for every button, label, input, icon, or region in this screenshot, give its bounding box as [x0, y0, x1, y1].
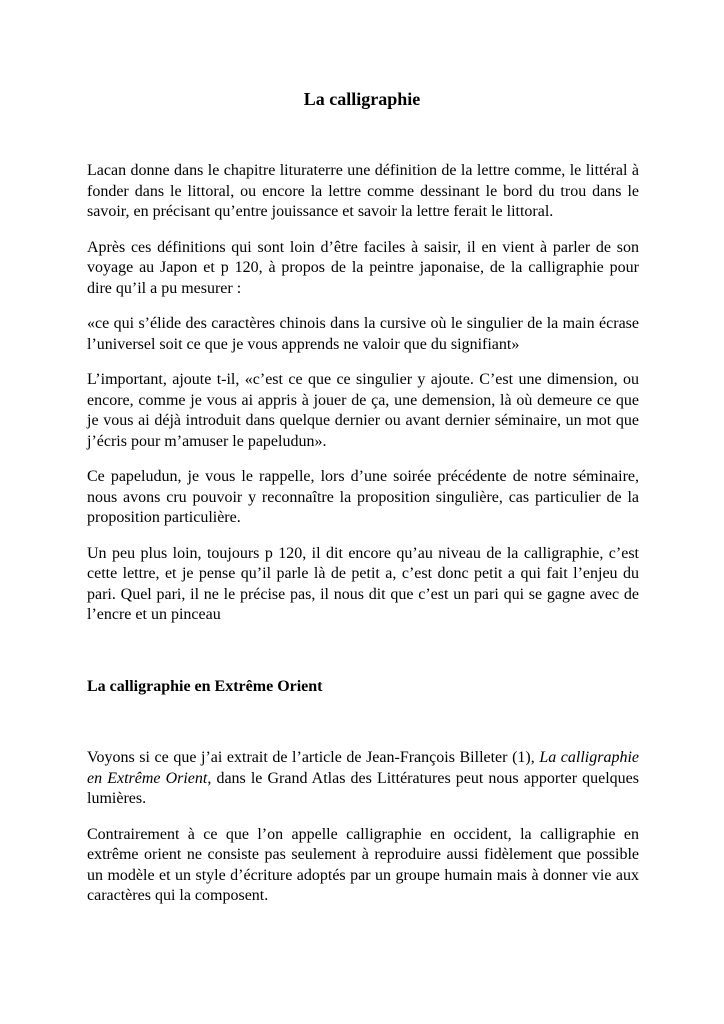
section-heading: La calligraphie en Extrême Orient: [87, 677, 323, 695]
article-title-italic: La calligraphie en Extrême Orient: [87, 749, 640, 787]
paragraph-4: L’important, ajoute t-il, «c’est ce que ce singulier y ajoute. C’est une dimension, ou encore, comme je vous ai appris à jouer de ça, une demension, là où demeure ce que je vous ai déjà introduit dans quelque dernier ou avant dernier séminaire, un mot que j’écris pour m’amuser le papeludun».: [87, 371, 639, 450]
paragraph-2: Après ces définitions qui sont loin d’être faciles à saisir, il en vient à parler de son voyage au Japon et p 120, à propos de la peintre japonaise, de la calligraphie pour dire qu’il a pu mesurer :: [87, 238, 639, 297]
section-paragraph-2: Contrairement à ce que l’on appelle calligraphie en occident, la calligraphie en extrême orient ne consiste pas seulement à reproduire aussi fidèlement que possible un modèle et un style d’écriture adoptés par un groupe humain mais à donner vie aux caractères qui la composent.: [87, 825, 639, 904]
section-paragraph-1-after: , dans le Grand Atlas des Littératures peut nous apporter quelques lumières.: [87, 769, 639, 807]
paragraph-6: Un peu plus loin, toujours p 120, il dit encore qu’au niveau de la calligraphie, c’est cette lettre, et je pense qu’il parle là de petit a, c’est donc petit a qui fait l’enjeu du pari. Quel pari, il ne le précise pas, il nous dit que c’est un pari qui se gagne avec de l’encre et un pinceau: [87, 544, 639, 623]
paragraph-5: Ce papeludun, je vous le rappelle, lors d’une soirée précédente de notre séminaire, nous avons cru pouvoir y reconnaître la proposition singulière, cas particulier de la proposition particulière.: [87, 468, 639, 526]
paragraph-quote: «ce qui s’élide des caractères chinois dans la cursive où le singulier de la main écrase l’universel soit ce que je vous apprends ne valoir que du signifiant»: [87, 315, 639, 353]
section-paragraph-1: [87, 748, 639, 810]
paragraph-1: Lacan donne dans le chapitre lituraterre une définition de la lettre comme, le littéral à fonder dans le littoral, ou encore la lettre comme dessinant le bord du trou dans le savoir, en précisant qu’entre jouissance et savoir la lettre ferait le littoral.: [87, 162, 639, 220]
document-body: [87, 161, 639, 907]
page-title: La calligraphie: [303, 89, 421, 109]
section-paragraph-1-before: Voyons si ce que j’ai extrait de l’article de Jean-François Billeter (1),: [87, 749, 540, 766]
